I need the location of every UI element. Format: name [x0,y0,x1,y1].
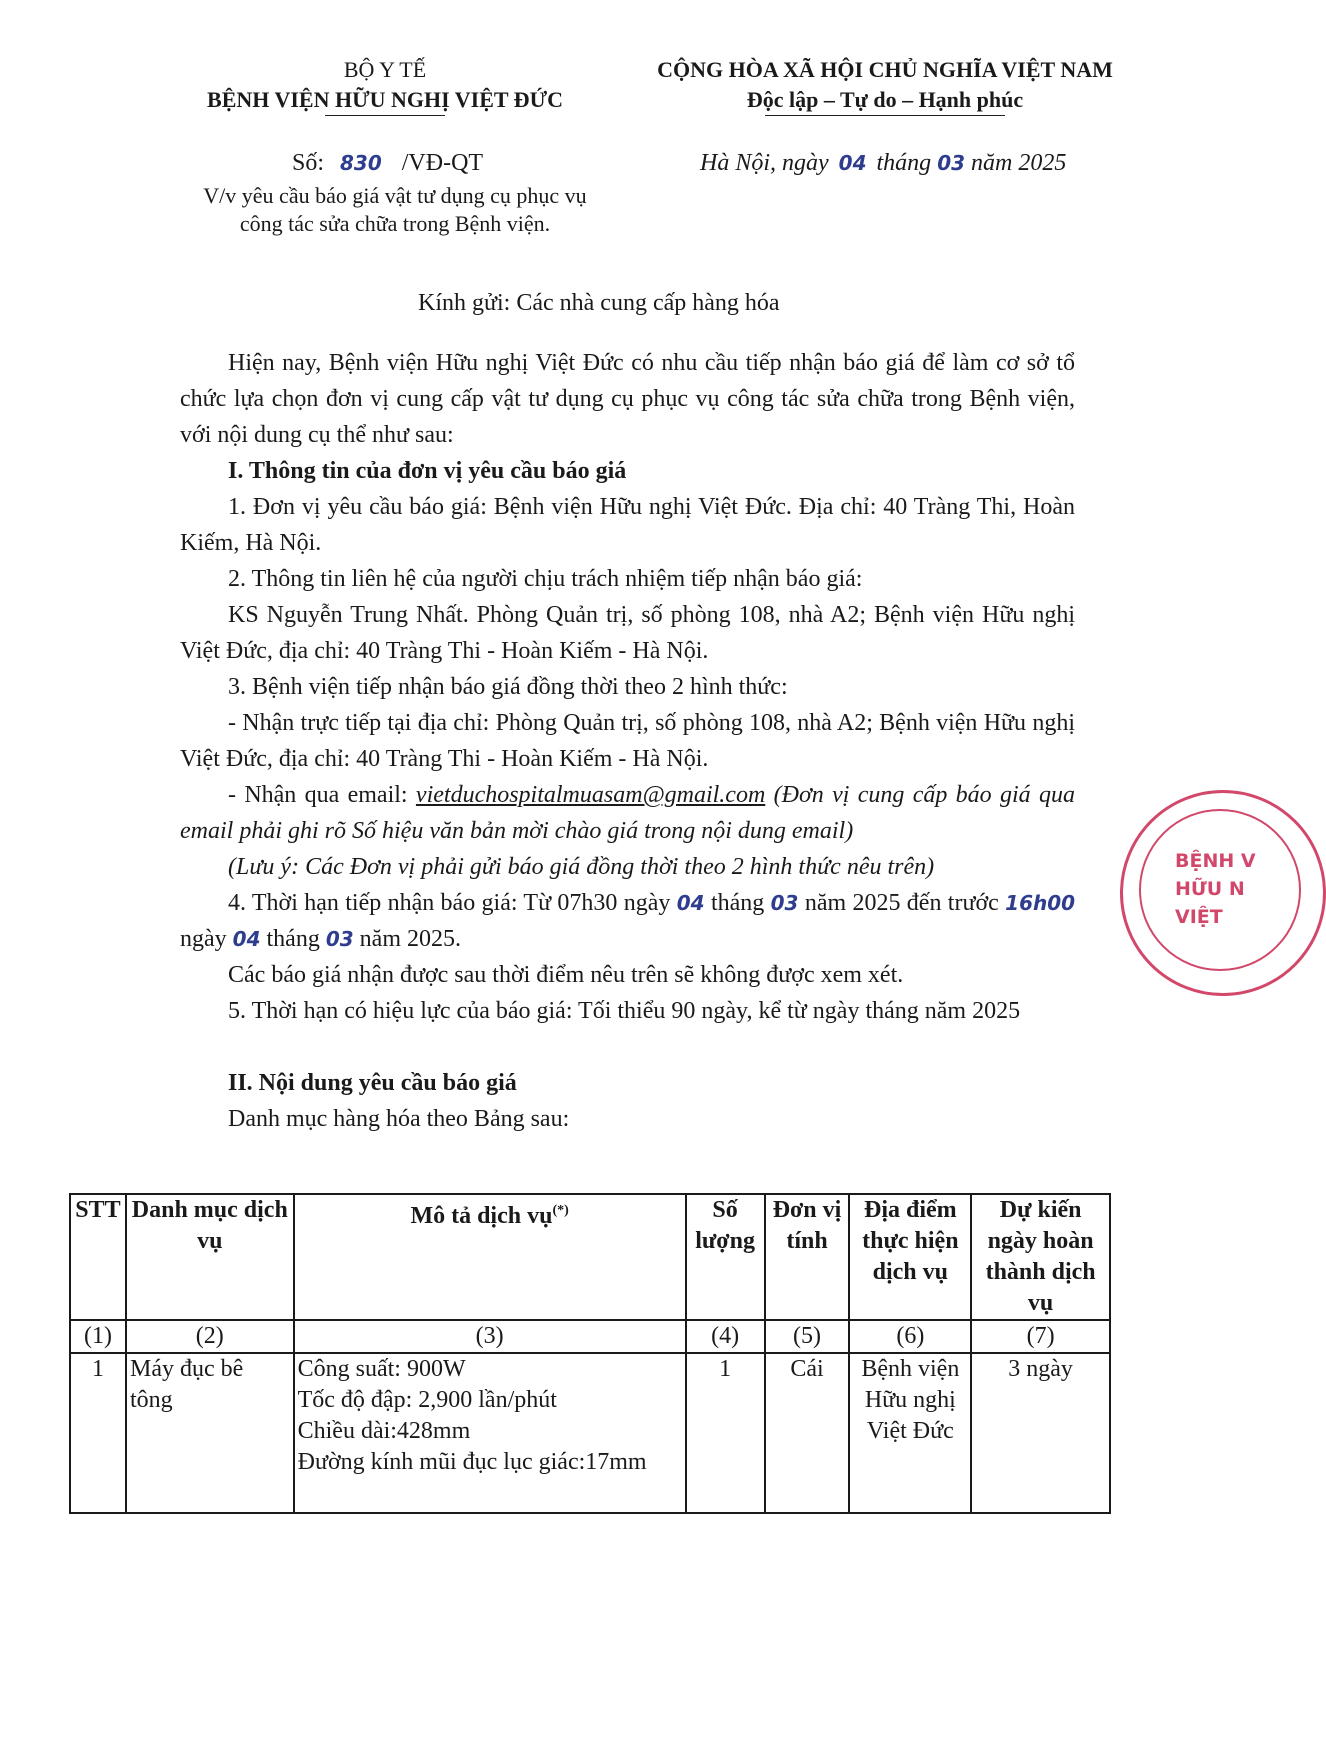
item-4-text-b: tháng [710,890,765,916]
section-2-heading: II. Nội dung yêu cầu báo giá [228,1070,517,1096]
goods-table [69,1193,1111,1514]
email-note: (Đơn vị cung cấp báo giá qua email phải ghi rõ Số hiệu văn bản mời chào giá trong nội dung email) [180,782,1076,844]
item-3-direct: - Nhận trực tiếp tại địa chỉ: Phòng Quản trị, số phòng 108, nhà A2; Bệnh viện Hữu nghị Việt Đức, địa chỉ: 40 Tràng Thi - Hoàn Kiếm - Hà Nội. [180,710,1075,772]
item-4-month2-handwritten: 03 [325,927,354,951]
header-so-luong: Số lượng [686,1194,765,1320]
header-mo-ta-label: Mô tả dịch vụ [410,1203,553,1229]
seal-text-line: HỮU N [1175,878,1245,900]
addressee: Kính gửi: Các nhà cung cấp hàng hóa [418,290,780,316]
header-dia-diem: Địa điểm thực hiện dịch vụ [849,1194,971,1320]
desc-line: Công suất: 900W [297,1356,466,1382]
item-3-email [180,777,1075,849]
date-month-handwritten: 03 [937,151,966,175]
item-4-month1-handwritten: 03 [770,891,799,915]
table-row [70,1353,1110,1513]
motto-divider [765,115,1005,116]
item-4-day2-handwritten: 04 [232,927,261,951]
date-day-handwritten: 04 [838,151,867,175]
ministry-name: BỘ Y TẾ [343,57,427,82]
desc-line: Đường kính mũi đục lục giác:17mm [297,1449,647,1475]
subject-line [160,182,630,238]
col-number: (3) [294,1320,686,1353]
item-4-day1-handwritten: 04 [676,891,705,915]
republic-name: CỘNG HÒA XÃ HỘI CHỦ NGHĨA VIỆT NAM [657,57,1113,82]
date-month-label: tháng [876,150,932,176]
cell-unit: Cái [765,1353,850,1513]
cell-eta: 3 ngày [971,1353,1110,1513]
seal-text-line: BỆNH V [1175,850,1256,872]
header-du-kien: Dự kiến ngày hoàn thành dịch vụ [971,1194,1110,1320]
so-label: Số: [292,150,325,176]
cell-stt: 1 [70,1353,126,1513]
item-5: 5. Thời hạn có hiệu lực của báo giá: Tối thiểu 90 ngày, kể từ ngày tháng năm 2025 [228,998,1021,1024]
item-4-text-d: ngày [180,926,227,952]
note-luu-y: (Lưu ý: Các Đơn vị phải gửi báo giá đồng thời theo 2 hình thức nêu trên) [228,854,935,880]
so-suffix: /VĐ-QT [401,150,484,176]
late-note: Các báo giá nhận được sau thời điểm nêu trên sẽ không được xem xét. [228,962,904,988]
item-1: 1. Đơn vị yêu cầu báo giá: Bệnh viện Hữu nghị Việt Đức. Địa chỉ: 40 Tràng Thi, Hoàn Kiếm, Hà Nội. [180,494,1075,556]
section-1-heading: I. Thông tin của đơn vị yêu cầu báo giá [228,458,627,484]
item-4-text-f: năm 2025. [359,926,461,952]
header-don-vi: Đơn vị tính [765,1194,850,1320]
item-2-detail: KS Nguyễn Trung Nhất. Phòng Quản trị, số phòng 108, nhà A2; Bệnh viện Hữu nghị Việt Đức, địa chỉ: 40 Tràng Thi - Hoàn Kiếm - Hà Nội. [180,602,1075,664]
table-column-number-row [70,1320,1110,1353]
subject-line-1: V/v yêu cầu báo giá vật tư dụng cụ phục vụ [203,183,587,208]
issuer-block [180,55,590,116]
table-header-row [70,1194,1110,1320]
item-4-text-c: năm 2025 đến trước [804,890,999,916]
desc-line: Tốc độ đập: 2,900 lần/phút [297,1387,557,1413]
cell-name: Máy đục bê tông [126,1353,294,1513]
header-mo-ta [294,1194,686,1320]
issue-date [700,150,1066,177]
red-seal-stamp [1120,790,1326,996]
so-number-handwritten: 830 [340,151,382,175]
document-number [292,150,483,177]
item-3: 3. Bệnh viện tiếp nhận báo giá đồng thời theo 2 hình thức: [228,674,788,700]
intro-paragraph: Hiện nay, Bệnh viện Hữu nghị Việt Đức có nhu cầu tiếp nhận báo giá để làm cơ sở tổ chức lựa chọn đơn vị cung cấp vật tư dụng cụ phục vụ công tác sửa chữa trong Bệnh viện, với nội dung cụ thể như sau: [180,350,1075,448]
list-intro: Danh mục hàng hóa theo Bảng sau: [228,1106,570,1132]
date-prefix: Hà Nội, ngày [700,150,829,176]
email-prefix: - Nhận qua email: [228,782,408,808]
item-4-text-e: tháng [266,926,320,952]
col-number: (4) [686,1320,765,1353]
seal-text-line: VIỆT [1175,906,1223,928]
cell-qty: 1 [686,1353,765,1513]
item-4-text-a: 4. Thời hạn tiếp nhận báo giá: Từ 07h30 ngày [228,890,671,916]
col-number: (1) [70,1320,126,1353]
hospital-name: BỆNH VIỆN HỮU NGHỊ VIỆT ĐỨC [207,87,563,112]
item-4-time-handwritten: 16h00 [1005,891,1076,915]
col-number: (5) [765,1320,850,1353]
col-number: (6) [849,1320,971,1353]
issuer-divider [325,115,445,116]
motto: Độc lập – Tự do – Hạnh phúc [746,87,1024,112]
national-heading [625,55,1145,116]
header-danh-muc: Danh mục dịch vụ [126,1194,294,1320]
col-number: (7) [971,1320,1110,1353]
subject-line-2: công tác sửa chữa trong Bệnh viện. [239,211,551,236]
email-link[interactable]: vietduchospitalmuasam@gmail.com [415,782,766,808]
seal-inner-ring [1139,809,1301,971]
header-stt: STT [70,1194,126,1320]
item-4 [180,885,1075,957]
col-number: (2) [126,1320,294,1353]
desc-line: Chiều dài:428mm [297,1418,471,1444]
header-mo-ta-mark: (*) [552,1203,569,1218]
cell-desc [294,1353,686,1513]
cell-place: Bệnh viện Hữu nghị Việt Đức [849,1353,971,1513]
date-year: năm 2025 [971,150,1067,176]
item-2: 2. Thông tin liên hệ của người chịu trách nhiệm tiếp nhận báo giá: [228,566,863,592]
